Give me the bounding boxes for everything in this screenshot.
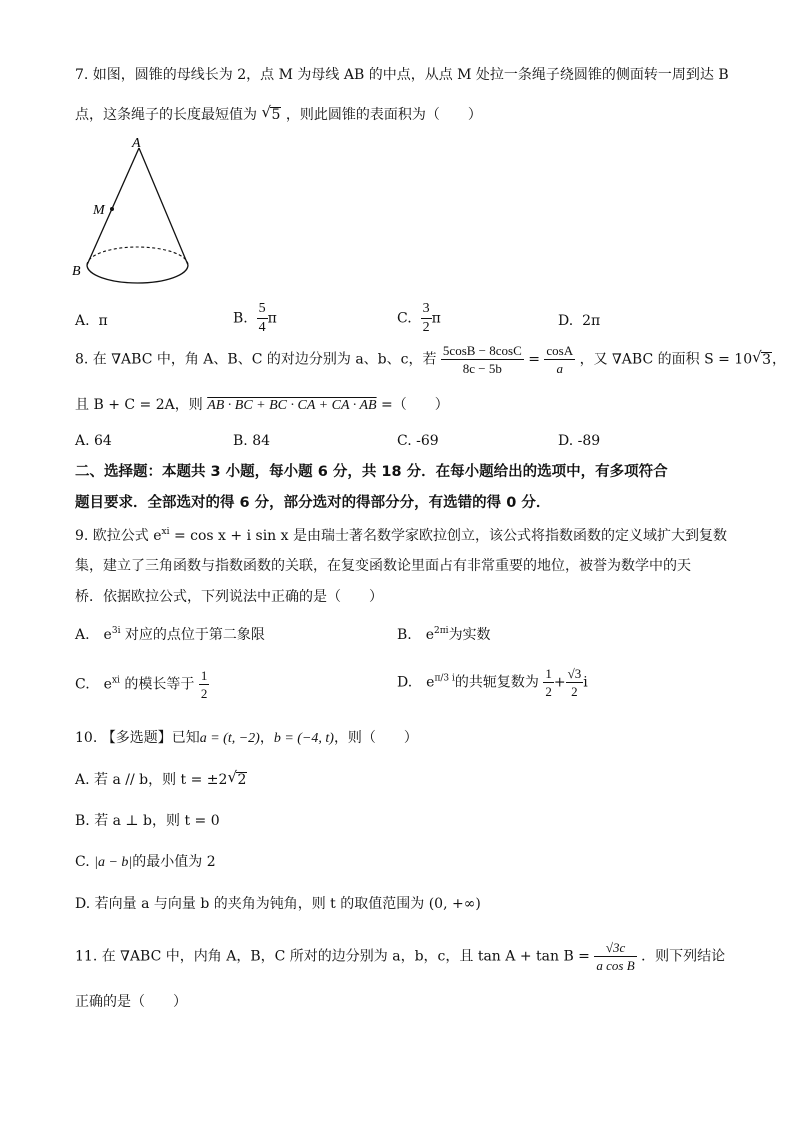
label-a: A	[132, 136, 141, 151]
q7-option-d[interactable]: D. 2π	[558, 313, 601, 329]
q8-line2: 且 B + C = 2A，则 AB · BC + BC · CA + CA · AB =（ ）	[75, 397, 449, 413]
q10-option-a[interactable]: A. 若 a // b，则 t = ±2 √ 2	[75, 768, 247, 788]
q9-line3: 桥．依据欧拉公式，下列说法中正确的是（ ）	[75, 589, 383, 605]
q9-option-b[interactable]: B. $e^{2\pi i}$为实数	[397, 626, 491, 643]
q10-option-c[interactable]: C. |a − b|的最小值为 2	[75, 854, 216, 870]
cone-figure	[60, 130, 210, 300]
label-b: B	[72, 264, 81, 279]
q8-option-c[interactable]: C. -69	[397, 433, 439, 449]
q8-frac2: $\frac{\cos A}{a}$	[546, 343, 574, 376]
cone-right-edge	[139, 148, 188, 265]
point-m	[110, 207, 114, 211]
q10-stem: 10. 【多选题】已知a = (t, −2)，b = (−4, t)，则（ ）	[75, 730, 418, 746]
q8-option-d[interactable]: D. -89	[558, 433, 601, 449]
cone-base-back	[87, 247, 188, 265]
section2-line1: 二、选择题：本题共 3 小题，每小题 6 分，共 18 分．在每小题给出的选项中，有多项符合	[75, 464, 668, 480]
q11-line2: 正确的是（ ）	[75, 994, 187, 1010]
q7-option-a[interactable]: A. π	[75, 313, 108, 329]
q7-line2	[75, 103, 482, 123]
q7-line1: 7. 如图，圆锥的母线长为 2，点 M 为母线 AB 的中点，从点 M 处拉一条绳子绕圆锥的侧面转一周到达 B	[75, 67, 729, 83]
q9-option-a[interactable]: A. $e^{3i}$ 对应的点位于第二象限	[75, 626, 265, 643]
q8-option-b[interactable]: B. 84	[233, 433, 271, 449]
q10-option-b[interactable]: B. 若 a ⊥ b，则 t = 0	[75, 813, 220, 829]
q8-sqrt: √ 3	[752, 348, 772, 368]
q8-option-a[interactable]: A. 64	[75, 433, 112, 449]
section2-line2: 题目要求．全部选对的得 6 分，部分选对的得部分分，有选错的得 0 分．	[75, 495, 551, 511]
q10-option-d[interactable]: D. 若向量 a 与向量 b 的夹角为钝角，则 t 的取值范围为 (0, +∞)	[75, 896, 481, 912]
label-m: M	[93, 203, 105, 218]
q10-sqrt: √ 2	[227, 768, 247, 788]
vector-a-def: a = (t, −2)	[199, 731, 260, 746]
q8-frac1: $\frac{5\cos B - 8\cos C}{8c - 5b}$	[442, 343, 522, 376]
cone-base-front	[87, 265, 188, 283]
q7-sqrt: √ 5	[261, 103, 281, 123]
q9-option-c[interactable]: C. $e^{xi}$ 的模长等于 $\frac{1}{2}$	[75, 668, 208, 701]
q8-vector-expr: AB · BC + BC · CA + CA · AB	[207, 398, 377, 413]
q9-option-d[interactable]: D. $e^{\pi/3 i}$的共轭复数为 $\frac{1}{2}$ + $\frac{√3}{2}$ i	[397, 666, 588, 699]
vector-b-def: b = (−4, t)	[273, 731, 334, 746]
q9-line2: 集，建立了三角函数与指数函数的关联，在复变函数论里面占有非常重要的地位，被誉为数学中的天	[75, 558, 691, 574]
q11-line1: 11. 在 ∇ABC 中，内角 A，B，C 所对的边分别为 a，b，c，且 tan A + tan B = $\frac{√3c}{\text{a cos B}}$ ．则下列结论	[75, 940, 726, 973]
q7-option-b[interactable]: B. $\frac{5}{4}$ π	[233, 301, 277, 335]
q7-option-c[interactable]: C. $\frac{3}{2}$ π	[397, 301, 441, 335]
q11-frac: $\frac{√3c}{\text{a cos B}}$	[596, 940, 635, 973]
q8-line1: 8. 在 ∇ABC 中，角 A、B、C 的对边分别为 a、b、c，若 $\frac{5\cos B - 8\cos C}{8c - 5b}$ = $\frac{\cos A}{a}$ ，又 ∇ABC 的面积 S = 10 √ 3，	[75, 343, 787, 376]
q7-line2-a: 点，这条绳子的长度最短值为	[75, 107, 257, 123]
q7-line2-b: ，则此圆锥的表面积为（ ）	[285, 107, 482, 123]
q9-line1: 9. 欧拉公式 $e^{xi} = \cos x + i$ sin x 是由瑞士著名数学家欧拉创立，该公式将指数函数的定义域扩大到复数	[75, 527, 727, 544]
